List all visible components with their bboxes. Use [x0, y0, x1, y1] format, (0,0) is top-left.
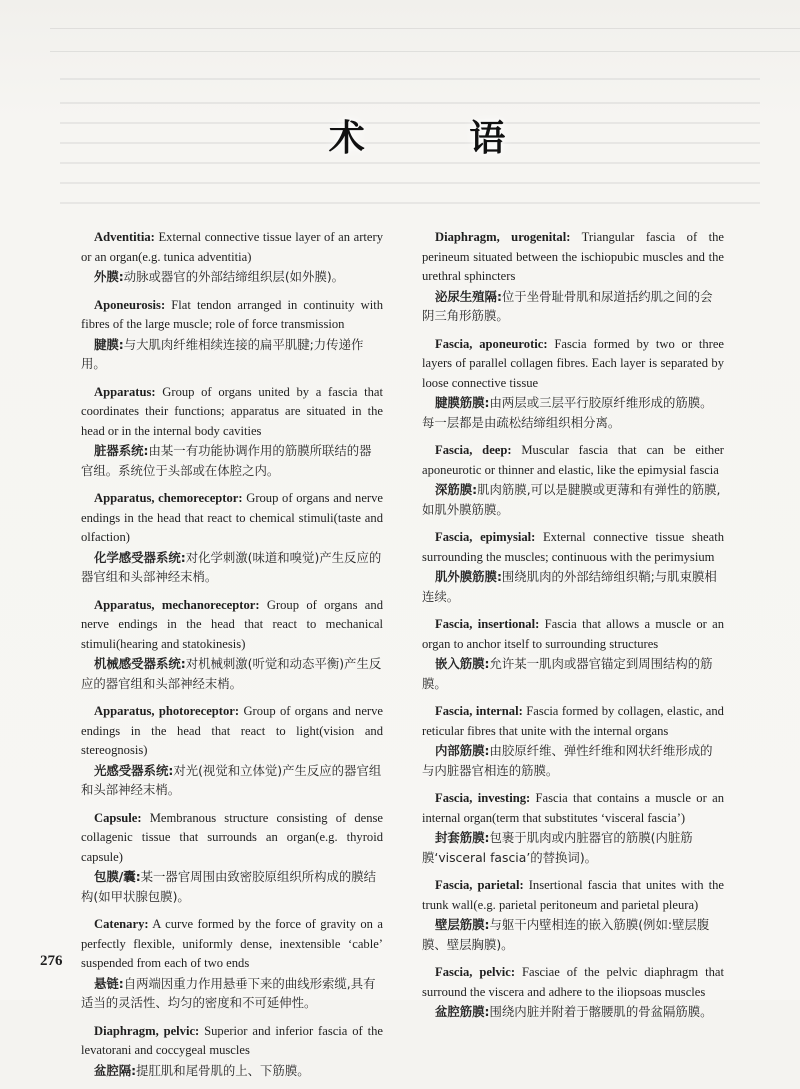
chinese-term: 泌尿生殖隔:: [435, 288, 502, 304]
chinese-term: 化学感受器系统:: [94, 549, 186, 565]
glossary-entry: [422, 789, 724, 867]
chinese-term: 外膜:: [94, 269, 124, 284]
glossary-entry: [81, 228, 383, 287]
english-definition: [422, 441, 724, 480]
english-definition: [422, 228, 724, 287]
chinese-definition-text: 由两层或三层平行胶原纤维形成的筋膜。每一层都是由疏松结缔组织相分离。: [422, 395, 713, 430]
chinese-definition-text: 对光(视觉和立体觉)产生反应的器官组和头部神经末梢。: [81, 762, 382, 797]
definition-text: A curve formed by the force of gravity on a perfectly flexible, uniformly dense, inextensible ‘cable’ suspended from each of two ends: [81, 917, 383, 970]
chinese-definition-text: 对化学刺激(味道和嗅觉)产生反应的器官组和头部神经末梢。: [81, 549, 382, 584]
glossary-entry: [422, 615, 724, 693]
definition-text: Fascia that allows a muscle or an organ to anchor itself to surrounding structures: [422, 617, 724, 651]
chinese-definition: [422, 828, 724, 867]
term: Diaphragm, urogenital:: [435, 230, 571, 244]
chinese-definition-text: 动脉或器官的外部结缔组织层(如外膜)。: [123, 269, 345, 284]
term: Apparatus, mechanoreceptor:: [94, 597, 260, 612]
chinese-term: 悬链:: [94, 975, 124, 991]
chinese-definition: [81, 867, 383, 906]
chinese-term: 内部筋膜:: [435, 743, 490, 758]
chinese-definition: [81, 1061, 383, 1081]
english-definition: [81, 489, 383, 548]
definition-text: External connective tissue layer of an artery or an organ(e.g. tunica adventitia): [81, 230, 383, 264]
glossary-entry: [81, 915, 383, 1013]
glossary-entry: [422, 963, 724, 1022]
chinese-definition-text: 由某一有功能协调作用的筋膜所联结的器官组。系统位于头部或在体腔之内。: [81, 443, 372, 478]
english-definition: [81, 809, 383, 868]
glossary-entry: [422, 228, 724, 326]
glossary-entry: [81, 383, 383, 481]
chinese-definition-text: 某一器官周围由致密胶原组织所构成的膜结构(如甲状腺包膜)。: [81, 869, 377, 904]
definition-text: Group of organs united by a fascia that coordinates their functions; apparatus are situated in the head or in the internal body cavities: [81, 384, 383, 438]
definition-text: Group of organs and nerve endings in the head that react to light(vision and stereognosis): [81, 704, 383, 757]
term: Fascia, investing:: [435, 791, 531, 805]
glossary-entry: [422, 441, 724, 519]
glossary-entry: [81, 596, 383, 694]
english-definition: [422, 789, 724, 828]
chinese-definition: [422, 287, 724, 326]
english-definition: [81, 1022, 383, 1061]
term: Fascia, internal:: [435, 704, 523, 718]
chinese-definition-text: 围绕内脏并附着于髂腰肌的骨盆隔筋膜。: [489, 1004, 713, 1019]
definition-text: Fascia formed by collagen, elastic, and reticular fibres that unite with the internal organs: [422, 704, 724, 738]
term: Adventitia:: [94, 230, 155, 244]
chinese-definition-text: 提肛肌和尾骨肌的上、下筋膜。: [136, 1062, 310, 1078]
glossary-left-column: [81, 228, 383, 1089]
chinese-definition: [422, 393, 724, 432]
chinese-term: 腱膜:: [94, 336, 124, 352]
chinese-definition: [422, 915, 724, 954]
chinese-definition-text: 包裹于肌肉或内脏器官的筋膜(内脏筋膜‘visceral fascia’的替换词)。: [422, 830, 693, 865]
chinese-term: 深筋膜:: [435, 482, 478, 497]
chinese-definition: [81, 761, 383, 800]
chinese-definition: [422, 1002, 724, 1022]
chinese-definition-text: 对机械刺激(听觉和动态平衡)产生反应的器官组和头部神经末梢。: [81, 656, 382, 691]
chinese-term: 盆腔筋膜:: [435, 1004, 490, 1019]
term: Fascia, parietal:: [435, 878, 524, 892]
chinese-definition-text: 与大肌肉纤维相续连接的扁平肌腱;力传递作用。: [81, 336, 364, 371]
chinese-term: 腱膜筋膜:: [435, 395, 490, 410]
glossary-entry: [81, 296, 383, 374]
term: Diaphragm, pelvic:: [94, 1023, 200, 1038]
bleed-through-header-bar: [50, 28, 800, 52]
term: Apparatus, photoreceptor:: [94, 704, 240, 718]
chinese-definition: [422, 741, 724, 780]
chinese-definition-text: 自两端因重力作用悬垂下来的曲线形索缆,具有适当的灵活性、均匀的密度和不可延伸性。: [81, 975, 376, 1010]
glossary-entry: [422, 702, 724, 780]
english-definition: [81, 915, 383, 974]
chinese-definition-text: 与躯干内壁相连的嵌入筋膜(例如:壁层腹膜、壁层胸膜)。: [422, 917, 710, 952]
definition-text: Insertional fascia that unites with the trunk wall(e.g. parietal peritoneum and parietal pleura): [422, 878, 724, 912]
term: Catenary:: [94, 917, 149, 931]
glossary-entry: [81, 1022, 383, 1081]
chinese-definition: [81, 654, 383, 693]
chinese-term: 嵌入筋膜:: [435, 656, 490, 671]
chinese-definition-text: 肌肉筋膜,可以是腱膜或更薄和有弹性的筋膜,如肌外膜筋膜。: [422, 482, 721, 517]
english-definition: [422, 963, 724, 1002]
term: Aponeurosis:: [94, 297, 166, 312]
chinese-definition-text: 允许某一肌肉或器官锚定到周围结构的筋膜。: [422, 656, 713, 691]
chinese-term: 机械感受器系统:: [94, 656, 186, 671]
glossary-entry: [81, 809, 383, 907]
chinese-term: 包膜/囊:: [94, 869, 141, 884]
english-definition: [422, 335, 724, 394]
page-title: 术 语: [328, 118, 552, 159]
glossary-entry: [81, 702, 383, 800]
definition-text: Muscular fascia that can be either aponeurotic or thinner and elastic, like the epimysial fascia: [422, 443, 724, 477]
definition-text: Fascia that contains a muscle or an internal organ(term that substitutes ‘visceral fascia’): [422, 791, 724, 825]
definition-text: Superior and inferior fascia of the levatorani and coccygeal muscles: [81, 1023, 383, 1057]
english-definition: [81, 383, 383, 442]
chinese-definition: [81, 267, 383, 287]
chinese-definition: [81, 974, 383, 1013]
english-definition: [422, 615, 724, 654]
chinese-term: 光感受器系统:: [94, 762, 174, 778]
term: Fascia, epimysial:: [435, 530, 536, 544]
chinese-term: 肌外膜筋膜:: [435, 569, 502, 584]
chinese-definition-text: 围绕肌肉的外部结缔组织鞘;与肌束膜相连续。: [422, 569, 717, 604]
definition-text: Group of organs and nerve endings in the head that react to chemical stimuli(taste and olfaction): [81, 491, 383, 544]
term: Apparatus:: [94, 384, 156, 399]
chinese-term: 壁层筋膜:: [435, 917, 490, 932]
english-definition: [422, 876, 724, 915]
term: Apparatus, chemoreceptor:: [94, 491, 243, 505]
definition-text: Group of organs and nerve endings in the head that react to mechanical stimuli(hearing and statokinesis): [81, 597, 383, 651]
glossary-right-column: [422, 228, 724, 1031]
chinese-definition: [81, 335, 383, 374]
english-definition: [422, 528, 724, 567]
chinese-definition: [422, 480, 724, 519]
glossary-entry: [422, 876, 724, 954]
term: Fascia, pelvic:: [435, 965, 516, 979]
term: Fascia, aponeurotic:: [435, 336, 548, 351]
chinese-definition: [81, 441, 383, 480]
chinese-term: 盆腔隔:: [94, 1062, 137, 1078]
glossary-entry: [422, 335, 724, 433]
term: Fascia, insertional:: [435, 617, 540, 631]
definition-text: Membranous structure consisting of dense collagenic tissue that surrounds an organ(e.g. thyroid capsule): [81, 810, 383, 864]
english-definition: [81, 228, 383, 267]
term: Capsule:: [94, 810, 142, 825]
page-number: 276: [40, 953, 63, 969]
chinese-definition: [422, 567, 724, 606]
definition-text: Fasciae of the pelvic diaphragm that surround the viscera and adhere to the iliopsoas muscles: [422, 965, 724, 999]
definition-text: External connective tissue sheath surrounding the muscles; continuous with the perimysium: [422, 530, 724, 564]
english-definition: [81, 296, 383, 335]
definition-text: Triangular fascia of the perineum situated between the ischiopubic muscles and the urethral sphincters: [422, 230, 724, 283]
chinese-definition: [422, 654, 724, 693]
chinese-term: 脏器系统:: [94, 443, 149, 458]
definition-text: Flat tendon arranged in continuity with fibres of the large muscle; role of force transmission: [81, 297, 383, 331]
chinese-definition: [81, 548, 383, 587]
english-definition: [422, 702, 724, 741]
term: Fascia, deep:: [435, 443, 512, 457]
chinese-definition-text: 位于坐骨耻骨肌和尿道括约肌之间的会阴三角形筋膜。: [422, 288, 713, 323]
glossary-entry: [81, 489, 383, 587]
english-definition: [81, 702, 383, 761]
english-definition: [81, 596, 383, 655]
definition-text: Fascia formed by two or three layers of parallel collagen fibres. Each layer is separated by loose connective tissue: [422, 336, 725, 390]
chinese-definition-text: 由胶原纤维、弹性纤维和网状纤维形成的与内脏器官相连的筋膜。: [422, 743, 713, 778]
chinese-term: 封套筋膜:: [435, 830, 490, 845]
glossary-entry: [422, 528, 724, 606]
